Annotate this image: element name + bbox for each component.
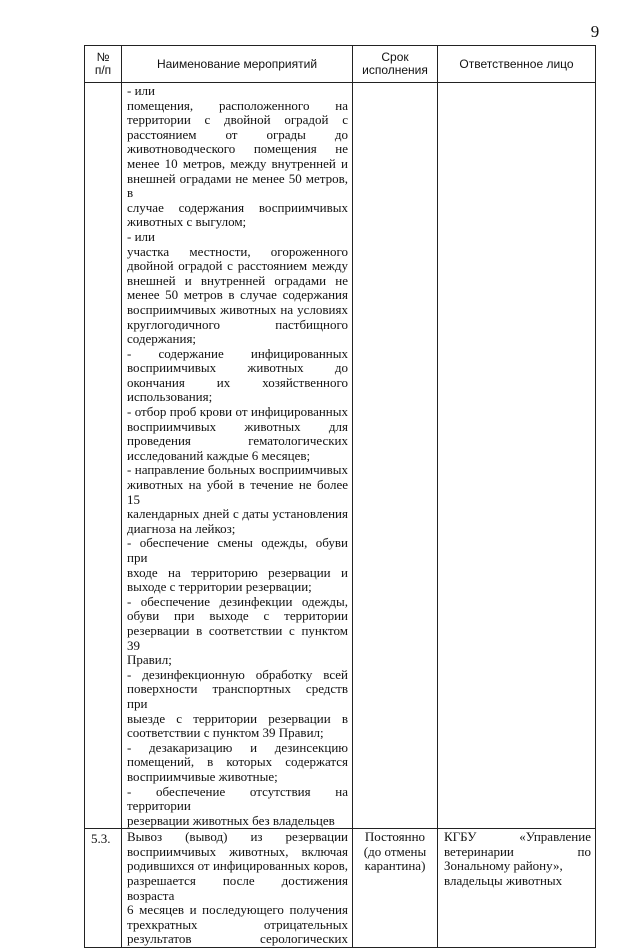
text-line: случае содержания восприимчивых bbox=[127, 199, 348, 215]
text-line: разрешается после достижения возраста bbox=[127, 873, 348, 903]
text-line: окончания их хозяйственного bbox=[127, 374, 348, 390]
header-term-line1: Срок bbox=[381, 50, 409, 64]
text-line: двойной оградой с расстоянием между bbox=[127, 258, 348, 274]
text-line: - обеспечение отсутствия на территории bbox=[127, 783, 348, 814]
text-line: восприимчивых животных на условиях bbox=[127, 301, 348, 317]
text-line: участка местности, огороженного bbox=[127, 243, 348, 259]
text-line: выходе с территории резервации; bbox=[127, 579, 312, 595]
text-line: резервации животных без владельцев bbox=[127, 812, 335, 828]
text-line: входе на территорию резервации и bbox=[127, 564, 348, 580]
text-line: Правил; bbox=[127, 652, 172, 668]
row1-term bbox=[353, 83, 438, 829]
header-term bbox=[353, 46, 438, 83]
text-line: восприимчивых животных до bbox=[127, 360, 348, 376]
text-line: обуви при выходе с территории bbox=[127, 608, 348, 624]
row2-term-line: (до отмены bbox=[363, 843, 427, 859]
text-line: животноводческого помещения не bbox=[127, 141, 348, 157]
header-name: Наименование мероприятий bbox=[122, 46, 353, 83]
header-num-line1: № bbox=[96, 50, 110, 64]
row2-person-line: владельцы животных bbox=[444, 873, 563, 889]
text-line: восприимчивые животные; bbox=[127, 768, 278, 784]
page-number: 9 bbox=[590, 22, 600, 41]
row1-num bbox=[85, 83, 122, 829]
text-line: проведения гематологических bbox=[127, 433, 348, 449]
row2-person-line: Зональному району», bbox=[444, 858, 563, 874]
row2-term-line: Постоянно bbox=[364, 829, 426, 845]
text-line: диагноза на лейкоз; bbox=[127, 520, 236, 536]
row1-name bbox=[122, 83, 353, 829]
header-person: Ответственное лицо bbox=[438, 46, 596, 83]
text-line: - направление больных восприимчивых bbox=[127, 462, 348, 478]
table-row bbox=[85, 83, 596, 829]
text-line: животных с выгулом; bbox=[127, 214, 247, 230]
text-line: родившихся от инфицированных коров, bbox=[127, 858, 348, 874]
text-line: помещений, в которых содержатся bbox=[127, 754, 348, 770]
text-line: использования; bbox=[127, 389, 213, 405]
text-line: календарных дней с даты установления bbox=[127, 506, 348, 522]
row2-term bbox=[353, 829, 438, 948]
text-line: исследований каждые 6 месяцев; bbox=[127, 447, 311, 463]
row2-person-line: КГБУ «Управление bbox=[444, 829, 591, 845]
text-line: соответствии с пунктом 39 Правил; bbox=[127, 725, 324, 741]
text-line: - содержание инфицированных bbox=[127, 345, 348, 361]
header-num-line2: п/п bbox=[94, 63, 112, 77]
row2-person bbox=[438, 829, 596, 948]
text-line: территории с двойной оградой с bbox=[127, 112, 348, 128]
text-line: - или bbox=[127, 228, 155, 244]
table-header-row bbox=[85, 46, 596, 83]
text-line: 6 месяцев и последующего получения bbox=[127, 902, 348, 918]
text-line: трехкратных отрицательных bbox=[127, 916, 348, 932]
text-line: - дезинфекционную обработку всей bbox=[127, 666, 348, 682]
text-line: выезде с территории резервации в bbox=[127, 710, 348, 726]
text-line: - отбор проб крови от инфицированных bbox=[127, 404, 348, 420]
text-line: - обеспечение смены одежды, обуви при bbox=[127, 535, 348, 565]
text-line: менее 10 метров, между внутренней и bbox=[127, 155, 348, 171]
text-line: расстоянием от ограды до bbox=[127, 126, 348, 142]
text-line: - обеспечение дезинфекции одежды, bbox=[127, 593, 348, 609]
text-line: круглогодичного пастбищного bbox=[127, 316, 348, 332]
text-line: помещения, расположенного на bbox=[127, 97, 348, 113]
row2-person-line: ветеринарии по bbox=[444, 843, 591, 859]
row1-person bbox=[438, 83, 596, 829]
text-line: внешней оградами не менее 50 метров, в bbox=[127, 170, 348, 201]
text-line: резервации в соответствии с пунктом 39 bbox=[127, 622, 348, 653]
header-num bbox=[85, 46, 122, 83]
text-line: содержания; bbox=[127, 331, 197, 347]
row2-term-line: карантина) bbox=[364, 858, 426, 874]
text-line: восприимчивых животных для bbox=[127, 418, 348, 434]
table-row bbox=[85, 829, 596, 948]
text-line: восприимчивых животных, включая bbox=[127, 843, 348, 859]
text-line: результатов серологических bbox=[127, 931, 348, 947]
row2-name bbox=[122, 829, 353, 948]
text-line: - дезакаризацию и дезинсекцию bbox=[127, 739, 348, 755]
measures-table bbox=[84, 45, 596, 948]
text-line: Вывоз (вывод) из резервации bbox=[127, 829, 348, 845]
text-line: внешней и внутренней оградами не bbox=[127, 272, 348, 288]
text-line: менее 50 метров в случае содержания bbox=[127, 287, 348, 303]
text-line: поверхности транспортных средств при bbox=[127, 681, 348, 711]
row2-num: 5.3. bbox=[85, 829, 122, 948]
text-line: животных на убой в течение не более 15 bbox=[127, 477, 348, 507]
text-line: - или bbox=[127, 83, 155, 98]
header-term-line2: исполнения bbox=[362, 63, 428, 77]
